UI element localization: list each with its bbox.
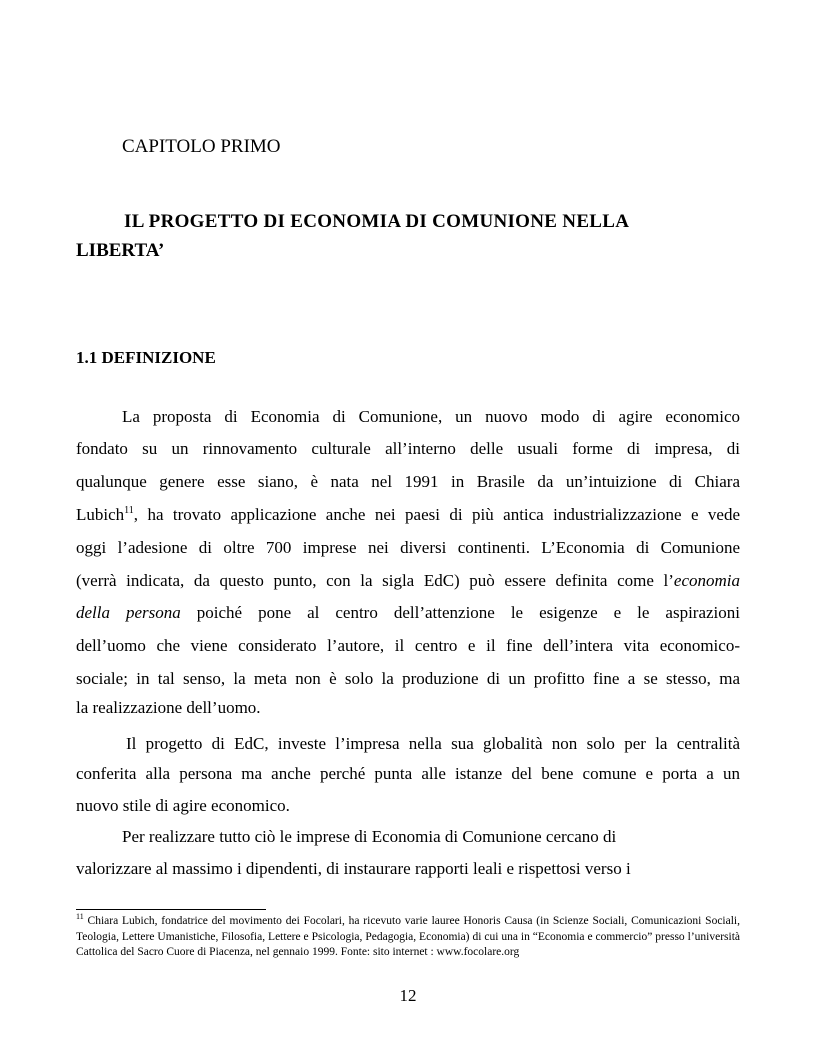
paragraph-line: qualunque genere esse siano, è nata nel 1991 in Brasile da un’intuizione di Chiara bbox=[76, 472, 740, 491]
paragraph-line: la realizzazione dell’uomo. bbox=[76, 698, 261, 717]
chapter-title: IL PROGETTO DI ECONOMIA DI COMUNIONE NELLA bbox=[124, 211, 630, 232]
emphasis-text: economia bbox=[673, 571, 740, 590]
paragraph-line: Il progetto di EdC, investe l’impresa nella sua globalità non solo per la centralità bbox=[126, 734, 740, 753]
paragraph-line: sociale; in tal senso, la meta non è solo la produzione di un profitto fine a se stesso, ma bbox=[76, 669, 740, 688]
footnote-reference: 11 bbox=[124, 505, 134, 516]
chapter-title-continuation: LIBERTA’ bbox=[76, 240, 165, 261]
paragraph-line: La proposta di Economia di Comunione, un nuovo modo di agire economico bbox=[122, 407, 740, 426]
paragraph-line bbox=[76, 602, 740, 624]
paragraph-line: dell’uomo che viene considerato l’autore, il centro e il fine dell’intera vita economico- bbox=[76, 636, 740, 655]
paragraph-line: valorizzare al massimo i dipendenti, di instaurare rapporti leali e rispettosi verso i bbox=[76, 859, 631, 878]
footnote-number: 11 bbox=[76, 912, 84, 921]
footnote bbox=[76, 914, 740, 961]
paragraph-line: fondato su un rinnovamento culturale all’interno delle usuali forme di impresa, di bbox=[76, 439, 740, 458]
paragraph-line bbox=[76, 504, 740, 526]
page-number: 12 bbox=[399, 986, 417, 1005]
paragraph-line: nuovo stile di agire economico. bbox=[76, 796, 290, 815]
paragraph-text: (verrà indicata, da questo punto, con la sigla EdC) può essere definita come l’ bbox=[76, 571, 674, 590]
footnote-text: Chiara Lubich, fondatrice del movimento dei Focolari, ha ricevuto varie lauree Honoris Causa (in Scienze Sociali, Comunicazioni Sociali, Teologia, Lettere Umanistiche, Filosofia, Lettere e Psicologia, Pedagogia, Economia) di cui una in “Economia e commercio” presso l’università Cattolica del Sacro Cuore di Piacenza, nel gennaio 1999. Fonte: sito internet : www.focolare.org bbox=[76, 915, 740, 959]
paragraph-line: oggi l’adesione di oltre 700 imprese nei diversi continenti. L’Economia di Comunione bbox=[76, 538, 740, 557]
footnote-separator bbox=[76, 909, 266, 910]
emphasis-text: della persona bbox=[76, 603, 181, 622]
author-name: Lubich bbox=[76, 505, 125, 524]
paragraph-line: conferita alla persona ma anche perché punta alle istanze del bene comune e porta a un bbox=[76, 764, 740, 783]
paragraph-line bbox=[76, 570, 740, 592]
section-heading: 1.1 DEFINIZIONE bbox=[76, 348, 216, 367]
paragraph-text: poiché pone al centro dell’attenzione le esigenze e le aspirazioni bbox=[180, 603, 740, 622]
chapter-label: CAPITOLO PRIMO bbox=[122, 136, 281, 157]
paragraph-text: , ha trovato applicazione anche nei paesi di più antica industrializzazione e vede bbox=[133, 505, 740, 524]
paragraph-line: Per realizzare tutto ciò le imprese di Economia di Comunione cercano di bbox=[122, 827, 617, 846]
